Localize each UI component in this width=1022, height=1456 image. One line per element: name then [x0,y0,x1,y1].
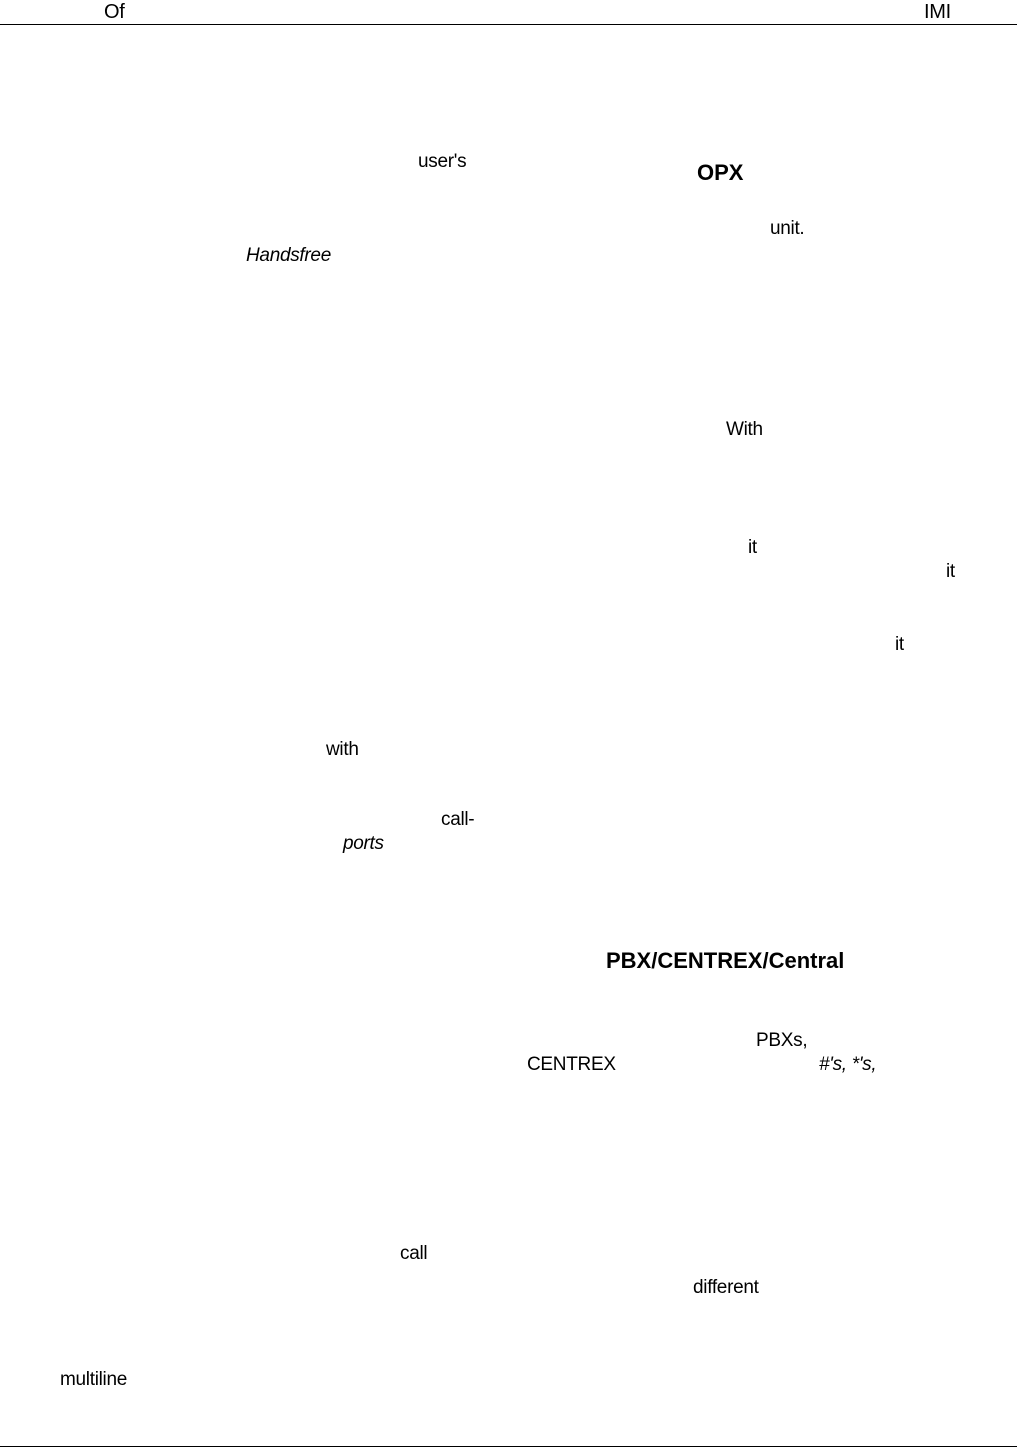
word-call: call [400,1243,428,1264]
word-ports: ports [343,833,384,854]
footer-rule [0,1446,1017,1447]
word-unit: unit. [770,218,805,239]
word-it-1: it [748,537,757,558]
word-it-2: it [946,561,955,582]
word-pbxs: PBXs, [756,1030,808,1051]
word-call-hyphen: call- [441,809,475,830]
word-centrex: CENTREX [527,1054,616,1075]
word-multiline: multiline [60,1369,127,1390]
word-with: with [326,739,359,760]
word-hash-star: #'s, *'s, [819,1054,877,1075]
word-it-3: it [895,634,904,655]
word-with-cap: With [726,419,763,440]
word-opx: OPX [697,160,744,185]
header-left-text: Of [104,1,125,23]
header-right-text: IMI [924,1,951,23]
word-different: different [693,1277,759,1298]
word-users: user's [418,151,467,172]
word-handsfree: Handsfree [246,245,331,266]
header-rule [0,24,1017,25]
word-pbx-centrex-central: PBX/CENTREX/Central [606,948,845,973]
